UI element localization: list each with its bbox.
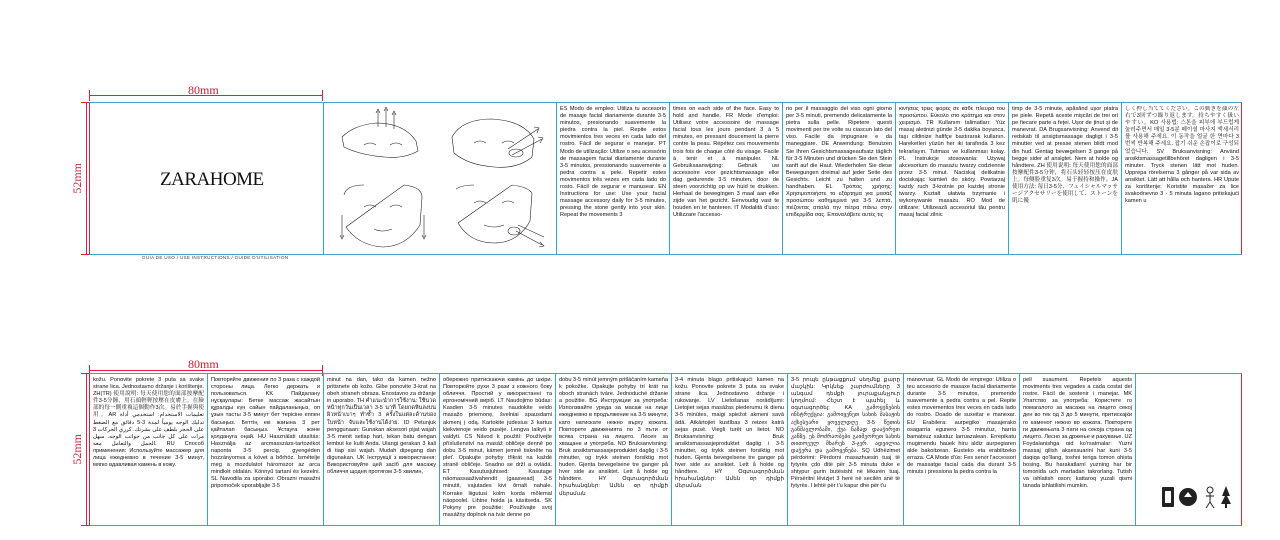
recycling-symbols [1160,482,1236,517]
instructions-column: pell suaument. Repeteix aquests moviments tres vegades a cada costat del rostre. Fàcil de sostenir i manejar. MK Упатство за употреба: Користете го помагалото за масажа на лицето секој ден во тек од 3 до 5 минути, притискајќи го каменот нежно во кожата. Повторете ги движењата 3 пати на секоја страна од лицето. Лесно за држење и ракување. UZ Foydalanishga oid ko'rsatmalar: Yuzni massaj qilish aksessuarini har kuni 3-5 daqiqa qo'llang, toshni teriga tomon ohista bosing. Bu harakatlarni yuzning har bir tomonida uch martadan takrorlang. Tutish va ishlatish oson; kattaroq yuzali qismi tanada ishlatilishi mumkin. [1023,377,1132,490]
height-dimension-label-bottom: 52mm [70,434,84,465]
instructions-column: κινήσεις τρεις φορές σε κάθε πλευρά του προσώπου. Εύκολο στο κράτημα και στον χειρισμό. TR Kullanım talimatları: Yüz masaj aletinizi günde 3-5 dakika boyunca, taşı cildinize hafifçe bastırarak kullanın. Hareketleri yüzün her iki tarafında 3 kez tekrarlayın. Tutması ve kullanması kolay. PL Instrukcje stosowania: Używaj akcesorium do masażu twarzy codziennie przez 3-5 minut. Naciskaj delikatnie dociskając kamień do skóry. Powtarzaj każdy ruch 3-krotnie po każdej stronie twarzy. Kształt ułatwia trzymanie i wykonywanie masażu. RO Mod de utilizare: Utilizează accesoriul tău pentru masaj facial zilnic [899,106,1005,219]
instructions-column: обережно притискаючи камінь до шкіри. Повторюйте рухи 3 рази з кожного боку обличчя. Простий у використанні та ергономічний виріб. LT Naudojimo būdas: Kasdien 3-5 minutes naudokite veido masažo priemonę, švelniai spausdami akmenį į odą. Kartokite judesius 3 kartus kiekvienoje veido pusėje. Lengva laikyti ir valdyti. CS Návod k použití: Používejte příslušenství na masáž obličeje denně po dobu 3-5 minut, kámen jemně tiskněte na pleť. Opakujte pohyby třikrát na každé straně obličeje. Snadno se drží a ovládá. ET Kasutusjuhised: Kasutage näomassaaživahendit (gaasvead) 3-5 minutit, vajutades kivi õrnalt nahale. Korrake liigutusi kolm korda mõlemal näopoolel. Lihtne hoida ja käsitseda. SK Pokyny pre použitie: Používajte svoj masážny doplnok na tvár denne po [443,377,552,518]
instructions-column: times on each side of the face. Easy to hold and handle. FR Mode d'emploi: Utilisez votre accessoire de massage facial tous les jours pendant 3 à 5 minutes, en pressant doucement la pierre contre la peau. Répétez ces mouvements trois fois de chaque côté du visage. Facile à tenir et à manipuler. NL Gebruiksaanwijzing: Gebruik uw accessoire voor gezichtsmassage elke dag gedurende 3-5 minuten, door de steen voorzichtig op uw huid te drukken. Herhaal de bewegingen 3 maal aan elke zijde van het gezicht. Eenvoudig vast te houden en te hanteren. IT Modalità d'uso: Utilizzare l'accesso- [673,106,779,219]
cover-subtitle: GUÍA DE USO / USE INSTRUCTIONS / GUIDE D'UTILISATION [142,255,289,260]
disposal-marks [1160,482,1236,512]
recycle-icon [1179,488,1197,506]
instructions-column: Повторяйте движения по 3 раза с каждой стороны лица. Легко держать и пользоваться. KK Пайдалану нұсқаулары: Бетке массаж жасайтын құралды күн сайын пайдаланыңыз, оп ұзын тасты 3-5 минут бет терісіне еппен басыңыз. Беттің екі жағына 3 рет қайталап басыңыз. Ұстауға және қолдануға оңай. HU Használati utasítás: Használja az arcmasszázs-tartozékot naponta 3-5 percig, gyengéden hozzányomva a követ a bőrhöz. Ismételje meg a mozdulatot háromszor az arca mindkét oldalán. Könnyű tartani és kezelni. SL Navodila za uporabo: Obrazni masažni pripomoček uporabljajte 3-5 [211,377,320,490]
width-dimension-tick-left-top [89,90,90,101]
tidyman-icon [1206,487,1214,508]
instructions-column: しく押し当ててください。この動きを顔の左右で3回ずつ繰り返します。持ちやすく扱いやすい。KO 사용법: 스톤을 피부에 부드럽게 눌러주면서 매일 3-5분 페이셜 마사지 액세서리를 사용해 주세요. 이 동작을 얼굴 한 면마다 3번씩 반복해 주세요. 잡기 쉬운 손잡이로 구성되었습니다. SV Bruksanvisning: Använd ansiktsmassagetillbehöret dagligen i 3-5 minuter. Tryck stenen lätt mot huden. Upprepa rörelserna 3 gånger på var sida av ansiktet. Lätt att hålla och hantera. HR Upute za korištenje: Koristite masažer za lice svakodnevno 3 - 5 minuta lagano pritiskajući kamen u [1125,106,1239,205]
weee-bin-icon [1162,487,1174,507]
width-dimension-tick-right-top [322,90,323,101]
height-dimension-line-bottom [86,373,87,526]
instructions-column: minut na dan, tako da kamen nežno pritisnete ob kožo. Gibe ponovite 3-krat na obeh straneh obraza. Enostavno za držanje in uporabo. TH คำแนะนำการใช้งาน: ใช้นวดหน้าทุกวันเป็นเวลา 3-5 นาที โดยกดหินลงบนผิวหน้าเบาๆ ทำซ้ำ 3 ครั้งในแต่ละด้านของใบหน้า จับและใช้งานได้ง่าย. ID Petunjuk penggunaan: Gunakan aksesori pijat wajah 3-5 menit setiap hari, tekan batu dengan lembut ke kulit Anda. Ulangi gerakan 3 kali di tiap sisi wajah. Mudah dipegang dan digunakan. UK Інструкції з використання: Використовуйте цей засіб для масажу обличчя щодня протягом 3-5 хвилин, [327,377,436,476]
brand-logo: ZARAHOME [160,169,264,190]
neck-massage-diagram [456,185,544,247]
instructions-column: dobu 3-5 minút jemným pritláčaním kameňa k pokožke. Opakujte pohyby tri krát na oboch stranách tváre. Jednoduché držanie a použitie. BG Инструкции за употреба: Използвайте уреда за масаж на лице ежедневно в продължение на 3-5 минути, като натискате нежно върху кожата. Повторете движенията по 3 пъти от всяка страна на лицето. Лесен за хващане и употреба. NO Bruksanvisning: Bruk ansiktsmassasjeproduktet daglig i 3-5 minutter, og trykk steinen forsiktig mot huden. Gjenta bevegelsene tre ganger på hver side av ansiktet. Lett å holde og håndtere. HY Օգտագործման հրահանգներ: Ամեն օր դիմքի մերսման [559,377,668,497]
instructions-column: manovruar. GL Modo de emprego: Utiliza o teu accesorio de masaxe facial diariamente durante 3-5 minutos, premendo suavemente a pedra contra a pel. Repite estes movementos tres veces en cada lado do rostro. Doado de suxeitar e manexar. EU Erabilera: aurpegiko masajerako osagarria egunero 3-5 minutuz, harria bamatxuz sakatuz larruazalean. Errepikatu mugimendu hauek hiru aldiz aurpegiaren alde bakoitzean. Eusteko eta erabiltzeko erraza. CA Mode d'ús: Fes servir l'accessori de massatge facial cada dia durant 3-5 minuts i pressiona la pedra contra la [907,377,1016,476]
instructions-column: kožu. Ponovite pokrete 3 puta sa svake strane lica. Jednostavno držanje i korištenje. ZH(TR) 使用說明: 每天使用您的面部按摩配件3-5分鐘，用石頭輕輕按壓在皮膚上。在臉部的每一側重複這個動作3次。易於手握與使用。AR تعليمات الاستخدام: استخدمي أداة تدليك الوجه يومياً لمدة 3-5 دقائق مع الضغط على الحجر بلطف على بشرتك. كرري الحركات 3 مرات على كل جانب من جوانب الوجه. سهل الحمل والتعامل معه. RU Способ применения: Используйте массажер для лица ежедневно в течение 3-5 минут, мягко вдавливая камень в кожу. [93,377,204,469]
cheek-massage-diagram [452,119,543,167]
width-dimension-label-bottom: 80mm [188,357,219,371]
fsc-icon [1221,486,1231,508]
forehead-massage-diagram [342,107,418,157]
usage-illustrations [334,107,548,253]
face-massage-diagrams [334,107,548,253]
instructions-column: 3-4 minuta blago pritiskajući kamen na kožu. Ponovite pokrete 3 puta sa svake strane lica. Jednostavno držanje i rukovanje. LV Lietošanas norādījumi: Lietojiet sejas masāžas piederumu ik dienu 3-5 minūtes, maigi spiežot akmeni savā ādā. Atkārtojiet kustības 3 reizes katrā sejas pusē. Viegli turēt un lietot. NO Bruksanvisning: Bruk ansiktsmassasjeproduktet daglig i 3-5 minutter, og trykk steinen forsiktig mot huden. Gjenta bevegelsene tre ganger på hver side av ansiktet. Lett å holde og håndtere. HY Օգտագործման հրահանգներ: Ամեն օր դիմքի մերսման [675,377,784,490]
bottom-leaflet-strip [89,373,1242,526]
jaw-massage-diagram [340,185,426,247]
instructions-column: rio per il massaggio del viso ogni giorno per 3-5 minuti, premendo delicatamente la pietra sulla pelle. Ripetere questi movimenti per tre volte su ciascun lato del viso. Facile da impugnare e da maneggiare. DE Anwendung: Benutzen Sie Ihren Gesichtsmassageaufsatz täglich für 3-5 Minuten und drücken Sie den Stein sanft auf die Haut. Wiederholen Sie diese Bewegungen dreimal auf jeder Seite des Gesichts. Leicht zu halten und zu handhaben. EL Τρόπος χρήσης: Χρησιμοποιήστε το εξάρτημα για μασάζ προσώπου καθημερινά για 3-5 λεπτά, πιέζοντας απαλά την πέτρα πάνω στην επιδερμίδα σας. Επαναλάβετε αυτές τις [786,106,892,219]
panel-divider [323,103,324,254]
instructions-column: 3-5 րոպե ընթացքում սեղմեք քարը մաշկին: Կրկնեք շարժումները 3 անգամ դեմքի յուրաքանչյուր կողմում: Հեշտ է պահել և օգտագործել: KA გამოყენების ინსტრუქცია: გამოიყენეთ სახის მასაჟის აქსესუარი ყოველდღე 3-5 წუთის განმავლობაში, ქვა ნაზად დააჭირეთ კანზე. ეს მოძრაობები გაიმეორეთ სახის თითოეულ მხარეს 3-ჯერ. ადვილია დაჭერა და გამოყენება. SQ Udhëzimet përdorimi: Përdorni masazhuesin tuaj të fytyrës çdo ditë për 3-5 minuta duke e shtypur gurin butësisht në lëkurën tuaj. Përsëritni lëvizjet 3 herë në secilën anë të fytyrës. I lehtë për t'u kapur dhe për t'u [791,377,900,490]
height-dimension-label-top: 52mm [70,163,84,194]
top-leaflet-strip [89,102,1242,260]
panel-divider [1135,374,1136,525]
height-dimension-line-top [86,102,87,255]
instructions-column: ES Modo de empleo: Utiliza tu accesorio de masaje facial diariamente durante 3-5 minutos, presionando suavemente la piedra contra la piel. Repite estos movimientos tres veces en cada lado del rostro. Fácil de segurar e manejar. PT Modo de utilização: Utilize o seu acessório de massagem facial diariamente durante 3-5 minutos, pressionando suavemente a pedra contra a pele. Repetir estes movimentos três vezes em cada lado do rosto. Fácil de segurar e manusear. EN Instructions for use: Use your facial massage accessory daily for 3-5 minutes, pressing the stone gently into your skin. Repeat the movements 3 [560,106,666,219]
width-dimension-label-top: 80mm [188,83,219,97]
instructions-column: timp de 3-5 minute, apăsând ușor piatra pe piele. Repetă aceste mișcări de trei ori pe fiecare parte a feței. Ușor de ținut și de manevrat. DA Brugsanvisning: Anvend dit redskab til ansigtsmassage dagligt i 3-5 minutter ved at presse stenen blidt mod din hud. Gentag bevægelsen 3 gange på begge sider af ansigtet. Nem at holde og håndtere. ZH 使用说明: 每天使用您的面部按摩配件3-5分钟，将石头轻轻按压在皮肤上。每侧脸重复3次。易于握持和操作。JA 使用方法: 毎日3-5分、フェイシャルマッサージアクセサリーを使用して、ストーンを肌に優 [1012,106,1118,205]
